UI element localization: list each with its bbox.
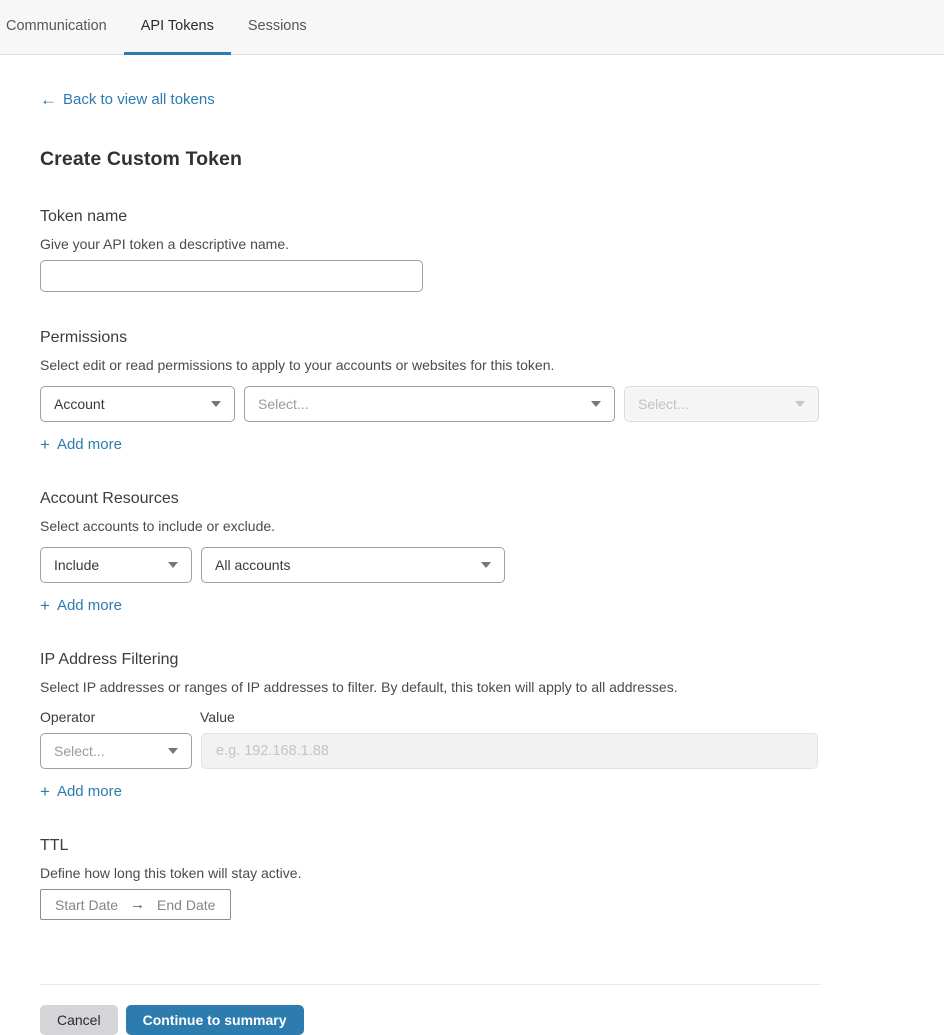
add-more-label: Add more xyxy=(56,597,122,614)
plus-icon: + xyxy=(40,782,50,801)
chevron-down-icon xyxy=(168,562,178,568)
resource-accounts-value: All accounts xyxy=(215,557,291,573)
plus-icon: + xyxy=(40,596,50,615)
resource-accounts-select[interactable] xyxy=(201,547,505,583)
main-content xyxy=(0,55,861,1035)
ttl-section xyxy=(40,837,861,920)
permission-scope-value: Account xyxy=(54,396,105,412)
account-resources-section xyxy=(40,490,861,614)
form-footer xyxy=(40,984,821,1035)
token-name-input[interactable] xyxy=(40,260,423,292)
permission-group-select[interactable] xyxy=(244,386,615,422)
permissions-add-more-link[interactable] xyxy=(40,436,122,453)
ip-filtering-description: Select IP addresses or ranges of IP addresses to filter. By default, this token will apply to all addresses. xyxy=(40,679,678,695)
continue-to-summary-button[interactable]: Continue to summary xyxy=(126,1005,304,1035)
tab-sessions[interactable]: Sessions xyxy=(247,18,307,34)
permissions-heading: Permissions xyxy=(40,329,128,346)
ip-filtering-heading: IP Address Filtering xyxy=(40,651,179,668)
ttl-date-range-picker[interactable] xyxy=(40,889,231,920)
tab-bar xyxy=(0,0,944,55)
token-name-heading: Token name xyxy=(40,208,128,225)
token-name-description: Give your API token a descriptive name. xyxy=(40,236,290,252)
permission-scope-select[interactable] xyxy=(40,386,235,422)
ip-operator-select[interactable] xyxy=(40,733,192,769)
back-link-label: Back to view all tokens xyxy=(63,91,215,108)
plus-icon: + xyxy=(40,435,50,454)
ttl-description: Define how long this token will stay active. xyxy=(40,865,302,881)
chevron-down-icon xyxy=(481,562,491,568)
start-date-placeholder: Start Date xyxy=(55,896,119,913)
account-resources-description: Select accounts to include or exclude. xyxy=(40,518,276,534)
add-more-label: Add more xyxy=(56,783,122,800)
tab-communication[interactable]: Communication xyxy=(6,18,107,34)
permission-access-select xyxy=(624,386,819,422)
page-title: Create Custom Token xyxy=(40,148,242,170)
cancel-button[interactable]: Cancel xyxy=(40,1005,118,1035)
value-label: Value xyxy=(200,709,235,725)
operator-label: Operator xyxy=(40,709,96,725)
ip-filtering-add-more-link[interactable] xyxy=(40,783,122,800)
permission-access-placeholder: Select... xyxy=(638,396,689,412)
ttl-heading: TTL xyxy=(40,837,69,854)
arrow-left-icon: ← xyxy=(40,90,57,109)
back-to-tokens-link[interactable] xyxy=(40,91,215,108)
account-resources-add-more-link[interactable] xyxy=(40,597,122,614)
token-name-section xyxy=(40,208,861,292)
resource-mode-select[interactable] xyxy=(40,547,192,583)
resource-mode-value: Include xyxy=(54,557,100,573)
account-resources-heading: Account Resources xyxy=(40,490,179,507)
permissions-section xyxy=(40,329,861,453)
arrow-right-icon: → xyxy=(130,896,146,913)
tab-api-tokens[interactable]: API Tokens xyxy=(124,0,231,55)
ip-operator-placeholder: Select... xyxy=(54,743,105,759)
chevron-down-icon xyxy=(591,401,601,407)
add-more-label: Add more xyxy=(56,436,122,453)
ip-filtering-section xyxy=(40,651,861,800)
permission-group-placeholder: Select... xyxy=(258,396,309,412)
chevron-down-icon xyxy=(168,748,178,754)
chevron-down-icon xyxy=(795,401,805,407)
chevron-down-icon xyxy=(211,401,221,407)
permissions-description: Select edit or read permissions to apply to your accounts or websites for this token. xyxy=(40,357,555,373)
end-date-placeholder: End Date xyxy=(157,896,216,913)
ip-value-input xyxy=(201,733,818,769)
